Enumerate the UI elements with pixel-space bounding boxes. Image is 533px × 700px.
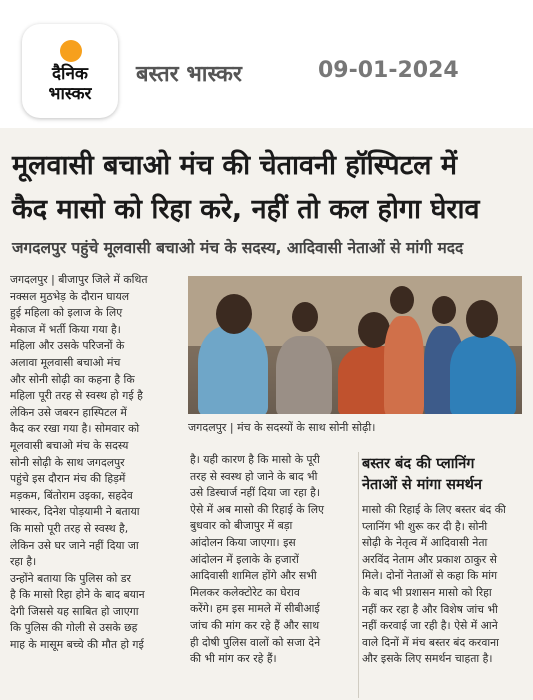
article-line: तरह से स्वस्थ हो जाने के बाद भी xyxy=(190,469,318,483)
article-line: नक्सल मुठभेड़ के दौरान घायल xyxy=(10,289,130,303)
headline-line2: कैद मासो को रिहा करे, नहीं तो कल होगा घेराव xyxy=(12,194,480,225)
article-line: और सोनी सोढ़ी का कहना है कि xyxy=(10,372,135,386)
paper-name: बस्तर भास्कर xyxy=(136,62,242,87)
photo-person-4 xyxy=(384,316,424,414)
article-line: आंदोलन किया जाएगा। इस xyxy=(190,535,296,549)
article-line: अरविंद नेताम और प्रकाश ठाकुर से xyxy=(362,552,497,566)
photo-caption: जगदलपुर | मंच के सदस्यों के साथ सोनी सोढ़ी। xyxy=(188,421,376,434)
article-line: प्लानिंग भी शुरू कर दी है। सोनी xyxy=(362,519,488,533)
news-photo xyxy=(188,276,522,414)
headline-line1: मूलवासी बचाओ मंच की चेतावनी हॉस्पिटल में xyxy=(12,150,458,181)
photo-person-2-head xyxy=(292,302,318,332)
logo-line2: भास्कर xyxy=(48,84,92,104)
article-line: हुई महिला को इलाज के लिए xyxy=(10,306,123,320)
article-line: जांच की मांग कर रहे हैं और साथ xyxy=(190,618,320,632)
article-line: देगी जिससे यह साबित हो जाएगा xyxy=(10,604,139,618)
article-line: ऐसे में अब मासो की रिहाई के लिए xyxy=(190,502,325,516)
sidebar-heading-line2: नेताओं से मांगा समर्थन xyxy=(362,477,482,493)
article-line: लेकिन उसे घर जाने नहीं दिया जा xyxy=(10,538,139,552)
article-column-2 xyxy=(190,452,358,668)
article-line: वाले दिनों में मंच बस्तर बंद करवाना xyxy=(362,635,499,649)
article-line: आदिवासी शामिल होंगे और सभी xyxy=(190,569,317,583)
subheadline: जगदलपुर पहुंचे मूलवासी बचाओ मंच के सदस्य, आदिवासी नेताओं से मांगी मदद xyxy=(12,239,464,257)
article-line: और इसके लिए समर्थन चाहता है। xyxy=(362,652,493,666)
masthead xyxy=(0,0,533,128)
article-line: मिले। दोनों नेताओं से कहा कि मांग xyxy=(362,569,498,583)
article-line: लेकिन उसे जबरन हास्पिटल में xyxy=(10,405,127,419)
news-clipping xyxy=(0,128,533,700)
photo-person-1 xyxy=(198,326,268,414)
photo-person-6 xyxy=(450,336,516,414)
article-line: के बाद भी प्रशासन मासो को रिहा xyxy=(362,585,492,599)
article-line: महिला पूरी तरह से स्वस्थ हो गई है xyxy=(10,389,143,403)
logo-line1: दैनिक xyxy=(52,64,88,84)
article-line: मड़कम, बिंतोराम उइका, सहदेव xyxy=(10,488,133,502)
article-line: बुधवार को बीजापुर में बड़ा xyxy=(190,519,293,533)
article-line: पहुंचे इस दौरान मंच की हिड़में xyxy=(10,472,126,486)
article-line: उन्होंने बताया कि पुलिस को डर xyxy=(10,571,131,585)
article-line: नहीं कर रहा है और विशेष जांच भी xyxy=(362,602,498,616)
sidebar-heading-line1: बस्तर बंद की प्लानिंग xyxy=(362,456,475,472)
headline xyxy=(12,144,524,232)
article-line: मिलकर कलेक्टोरेट का घेराव xyxy=(190,585,300,599)
photo-person-1-head xyxy=(216,294,252,334)
article-line: सोनी सोढ़ी के साथ जगदलपुर xyxy=(10,455,125,469)
article-line: मेकाज में भर्ती किया गया है। xyxy=(10,322,121,336)
paper-date: 09-01-2024 xyxy=(318,58,459,83)
article-line: अलावा मूलवासी बचाओ मंच xyxy=(10,355,121,369)
article-line: जगदलपुर | बीजापुर जिले में कथित xyxy=(10,273,148,286)
sidebar-heading xyxy=(362,454,522,496)
article-line: करेंगे। हम इस मामले में सीबीआई xyxy=(190,602,320,616)
article-line: उसे डिस्चार्ज नहीं दिया जा रहा है। xyxy=(190,486,320,500)
article-column-3 xyxy=(362,502,524,668)
dainik-bhaskar-logo xyxy=(22,24,118,118)
photo-person-5-head xyxy=(432,296,456,324)
article-column-1 xyxy=(10,272,182,654)
article-line: कि मासो पूरी तरह से स्वस्थ है, xyxy=(10,521,129,535)
article-line: है। यही कारण है कि मासो के पूरी xyxy=(190,453,320,466)
article-line: मूलवासी बचाओ मंच के सदस्य xyxy=(10,438,129,452)
column-divider xyxy=(358,452,359,698)
article-line: नहीं करवाई जा रही है। ऐसे में आने xyxy=(362,619,498,633)
photo-person-4-head xyxy=(390,286,414,314)
article-line: ही दोषी पुलिस वालों को सजा देने xyxy=(190,635,321,649)
article-line: भास्कर, दिनेश पोड़यामी ने बताया xyxy=(10,505,140,519)
article-line: सोढ़ी के नेतृत्व में आदिवासी नेता xyxy=(362,536,488,550)
photo-person-2 xyxy=(276,336,332,414)
article-line: आंदोलन में इलाके के हजारों xyxy=(190,552,299,566)
article-line: कि पुलिस की गोली से उसके छह xyxy=(10,621,138,635)
photo-person-6-head xyxy=(466,300,498,338)
article-line: की भी मांग कर रहे हैं। xyxy=(190,652,277,666)
article-line: महिला और उसके परिजनों के xyxy=(10,339,125,353)
article-line: माह के मासूम बच्चे की मौत हो गई xyxy=(10,638,144,652)
sun-icon xyxy=(60,40,82,62)
article-line: है कि मासो रिहा होने के बाद बयान xyxy=(10,588,145,602)
article-line: रहा है। xyxy=(10,555,37,569)
article-line: कैद कर रखा गया है। सोमवार को xyxy=(10,422,140,436)
article-line: मासो की रिहाई के लिए बस्तर बंद की xyxy=(362,503,506,516)
